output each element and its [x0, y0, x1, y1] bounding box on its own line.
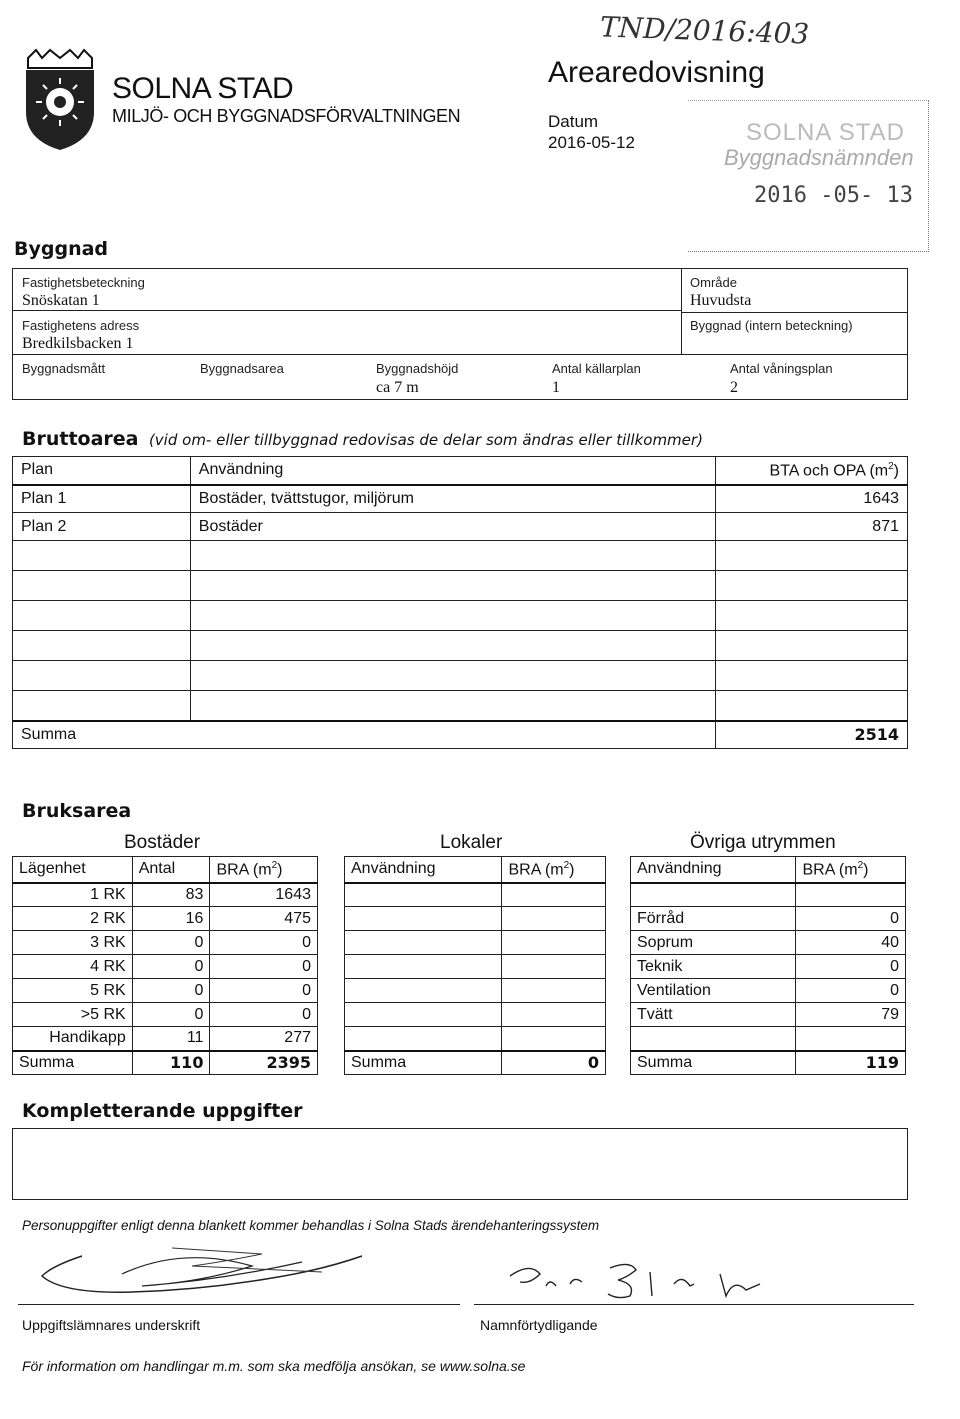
adress-value: Bredkilsbacken 1	[22, 335, 134, 352]
table-row	[345, 1003, 606, 1027]
table-row	[345, 955, 606, 979]
sum-antal: 110	[132, 1051, 210, 1075]
coat-of-arms-icon	[22, 48, 98, 152]
table-row: 3 RK 0 0	[13, 931, 318, 955]
org-name: SOLNA STAD	[112, 72, 294, 105]
bruttoarea-subtitle: (vid om- eller tillbyggnad redovisas de delar som ändras eller tillkommer)	[148, 431, 703, 449]
handwritten-reference: TND/2016:403	[599, 10, 810, 51]
col-bra: BRA $(m^2)$	[796, 857, 906, 883]
sum-bra: 2395	[210, 1051, 318, 1075]
section-title-byggnad: Byggnad	[14, 238, 109, 260]
table-row	[13, 691, 908, 721]
table-header-row	[13, 457, 908, 485]
stamp-line2: Byggnadsnämnden	[724, 145, 914, 170]
table-row	[13, 541, 908, 571]
byggnadshojd-label: Byggnadshöjd	[376, 361, 459, 376]
table-row	[345, 979, 606, 1003]
table-header-row	[631, 857, 906, 883]
table-row	[631, 1027, 906, 1051]
vaningsplan-label: Antal våningsplan	[730, 361, 833, 376]
bruttoarea-table	[12, 456, 908, 749]
col-plan: Plan	[13, 457, 191, 485]
kompletterande-title: Kompletterande uppgifter	[22, 1100, 303, 1122]
lokaler-title: Lokaler	[440, 832, 503, 853]
name-drawing	[490, 1256, 790, 1306]
date-label: Datum	[548, 112, 599, 131]
signature-label: Uppgiftslämnares underskrift	[22, 1317, 201, 1333]
table-row: Tvätt 79	[631, 1003, 906, 1027]
sum-row	[13, 721, 908, 749]
name-clarification-label: Namnförtydligande	[480, 1317, 598, 1333]
table-row	[345, 1027, 606, 1051]
sum-label: Summa	[13, 1051, 133, 1075]
anvandning-cell: Bostäder, tvättstugor, miljörum	[190, 485, 715, 513]
table-row: Teknik 0	[631, 955, 906, 979]
table-header-row	[345, 857, 606, 883]
sum-label: Summa	[13, 721, 716, 749]
bruttoarea-title: Bruttoarea	[22, 428, 139, 450]
plan-cell: Plan 2	[13, 513, 191, 541]
bruttoarea-heading	[22, 428, 703, 450]
table-row: 4 RK 0 0	[13, 955, 318, 979]
received-stamp	[688, 100, 929, 252]
table-row: Förråd 0	[631, 907, 906, 931]
fastighetsbeteckning-value: Snöskatan 1	[22, 292, 100, 309]
col-bra: BRA $(m^2)$	[502, 857, 606, 883]
area-cell: 871	[716, 513, 908, 541]
col-anvandning: Användning	[631, 857, 796, 883]
bostader-table	[12, 856, 318, 1075]
sum-row	[631, 1051, 906, 1075]
omrade-label: Område	[690, 275, 737, 290]
byggnadsmatt-label: Byggnadsmått	[22, 361, 106, 376]
date-value: 2016-05-12	[548, 133, 635, 152]
ovriga-table	[630, 856, 906, 1075]
table-row: 1 RK 83 1643	[13, 883, 318, 907]
table-row	[345, 931, 606, 955]
stamp-date: 2016 -05- 13	[754, 183, 913, 208]
table-row	[13, 485, 908, 513]
col-anvandning: Användning	[190, 457, 715, 485]
document-title: Arearedovisning	[548, 56, 765, 89]
sum-label: Summa	[345, 1051, 502, 1075]
col-bta: BTA och OPA $(m^2)$	[716, 457, 908, 485]
intern-beteckning-label: Byggnad (intern beteckning)	[690, 318, 853, 333]
info-note: För information om handlingar m.m. som ska medfölja ansökan, se www.solna.se	[22, 1358, 526, 1374]
plan-cell: Plan 1	[13, 485, 191, 513]
sum-value: 0	[502, 1051, 606, 1075]
fastighetsbeteckning-label: Fastighetsbeteckning	[22, 275, 145, 290]
table-row	[13, 661, 908, 691]
stamp-line1: SOLNA STAD	[746, 119, 905, 146]
kompletterande-box[interactable]	[12, 1128, 908, 1200]
table-row: 5 RK 0 0	[13, 979, 318, 1003]
sum-row	[13, 1051, 318, 1075]
privacy-note: Personuppgifter enligt denna blankett kommer behandlas i Solna Stads ärendehanteringssystem	[22, 1218, 600, 1233]
vaningsplan-value: 2	[730, 379, 738, 396]
byggnad-box	[12, 268, 908, 400]
table-row	[13, 631, 908, 661]
sum-value: 2514	[716, 721, 908, 749]
sum-label: Summa	[631, 1051, 796, 1075]
omrade-value: Huvudsta	[690, 292, 752, 309]
bostader-title: Bostäder	[124, 832, 201, 853]
bruksarea-title: Bruksarea	[22, 800, 132, 822]
table-row: 2 RK 16 475	[13, 907, 318, 931]
table-row	[13, 601, 908, 631]
table-header-row	[13, 857, 318, 883]
table-row: Soprum 40	[631, 931, 906, 955]
table-row	[345, 883, 606, 907]
anvandning-cell: Bostäder	[190, 513, 715, 541]
col-bra: BRA $(m^2)$	[210, 857, 318, 883]
sum-value: 119	[796, 1051, 906, 1075]
table-row	[345, 907, 606, 931]
kallarplan-label: Antal källarplan	[552, 361, 641, 376]
table-row	[13, 513, 908, 541]
signature-drawing	[22, 1236, 462, 1306]
sum-row	[345, 1051, 606, 1075]
table-row	[13, 571, 908, 601]
table-row: Handikapp 11 277	[13, 1027, 318, 1051]
table-row: Ventilation 0	[631, 979, 906, 1003]
col-antal: Antal	[132, 857, 210, 883]
table-row: >5 RK 0 0	[13, 1003, 318, 1027]
col-anvandning: Användning	[345, 857, 502, 883]
kallarplan-value: 1	[552, 379, 560, 396]
ovriga-title: Övriga utrymmen	[690, 832, 836, 853]
col-lagenhet: Lägenhet	[13, 857, 133, 883]
byggnadsarea-label: Byggnadsarea	[200, 361, 284, 376]
area-cell: 1643	[716, 485, 908, 513]
table-row	[631, 883, 906, 907]
byggnadshojd-value: ca 7 m	[376, 379, 419, 396]
lokaler-table	[344, 856, 606, 1075]
adress-label: Fastighetens adress	[22, 318, 140, 333]
org-department: MILJÖ- OCH BYGGNADSFÖRVALTNINGEN	[112, 106, 461, 126]
